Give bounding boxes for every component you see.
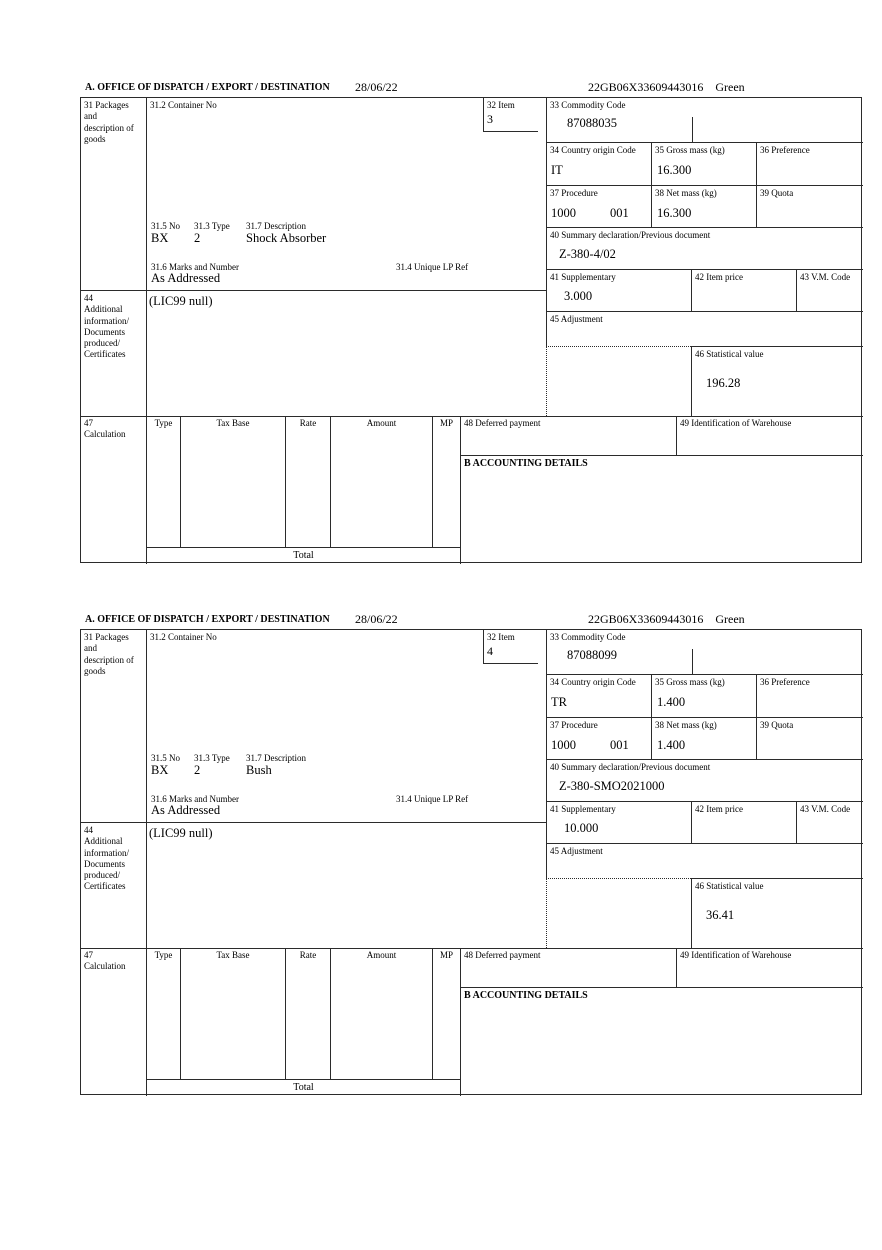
box-46-statistical-value	[691, 346, 863, 416]
box-45-label: 45 Adjustment	[550, 846, 603, 856]
box-47-number: 47	[84, 950, 93, 960]
commodity-code-value: 87088035	[567, 116, 617, 130]
country-origin-value: IT	[551, 163, 563, 177]
box-31-label: 31 Packages and description of goods	[84, 100, 134, 144]
office-of-dispatch-label: A. OFFICE OF DISPATCH / EXPORT / DESTINATION	[85, 614, 330, 625]
package-type-value: 2	[194, 763, 201, 777]
previous-document-value: Z-380-SMO2021000	[559, 779, 665, 793]
box-35-gross-mass	[651, 675, 756, 718]
tax-rate-header: Rate	[299, 418, 317, 428]
box-31-7-label: 31.7 Description	[246, 753, 306, 763]
tax-total-row	[147, 1079, 461, 1096]
box-37-procedure	[546, 718, 651, 760]
box-31-label: 31 Packages and description of goods	[84, 632, 134, 676]
customs-item-section	[80, 78, 862, 570]
tax-base-header: Tax Base	[216, 950, 250, 960]
box-31-6-label: 31.6 Marks and Number	[151, 262, 239, 272]
box-31-2-container	[147, 630, 546, 823]
goods-description-value: Shock Absorber	[246, 231, 327, 245]
box-34-label: 34 Country origin Code	[550, 677, 636, 687]
procedure-code-2: 001	[610, 206, 629, 220]
box-31-2-container	[147, 98, 546, 291]
box-44-label: Additional information/ Documents produced/ Certificates	[84, 836, 129, 892]
box-31-3-label: 31.3 Type	[194, 221, 230, 231]
tax-rate-header: Rate	[299, 950, 317, 960]
supplementary-units-value: 3.000	[564, 289, 593, 303]
box-44-additional-info-label	[81, 291, 147, 416]
previous-document-value: Z-380-4/02	[559, 247, 616, 261]
goods-description-value: Bush	[246, 763, 272, 777]
tax-amount-column	[331, 948, 433, 1079]
procedure-value	[551, 739, 629, 753]
box-38-label: 38 Net mass (kg)	[655, 188, 717, 198]
box-35-label: 35 Gross mass (kg)	[655, 145, 725, 155]
commodity-code-divider-line	[692, 649, 693, 675]
box-46-label: 46 Statistical value	[695, 349, 764, 359]
box-43-vm-code	[796, 270, 863, 312]
procedure-value	[551, 207, 629, 221]
movement-reference-number: 22GB06X33609443016	[588, 80, 704, 94]
box-36-label: 36 Preference	[760, 677, 810, 687]
box-32-item	[483, 630, 538, 664]
box-32-label: 32 Item	[487, 100, 515, 110]
declaration-date: 28/06/22	[355, 612, 398, 626]
box-40-label: 40 Summary declaration/Previous document	[550, 230, 711, 240]
declaration-reference	[588, 612, 745, 627]
box-42-label: 42 Item price	[695, 272, 743, 282]
box-43-vm-code	[796, 802, 863, 844]
box-33-label: 33 Commodity Code	[550, 632, 626, 642]
box-35-gross-mass	[651, 143, 756, 186]
tax-type-header: Type	[154, 950, 173, 960]
declaration-grid	[80, 97, 862, 563]
statistical-value: 196.28	[706, 376, 741, 390]
box-46-label: 46 Statistical value	[695, 881, 764, 891]
accounting-details-box	[461, 988, 863, 1096]
tax-mp-header: MP	[439, 418, 453, 428]
tax-type-column	[147, 948, 181, 1079]
box-43-label: 43 V.M. Code	[800, 804, 851, 814]
box-48-deferred-payment	[461, 948, 676, 988]
package-count-value: BX	[151, 231, 169, 245]
package-type-value: 2	[194, 231, 201, 245]
office-of-dispatch-label: A. OFFICE OF DISPATCH / EXPORT / DESTINATION	[85, 82, 330, 93]
box-31-5-label: 31.5 No	[151, 753, 180, 763]
declaration-grid	[80, 629, 862, 1095]
movement-reference-number: 22GB06X33609443016	[588, 612, 704, 626]
item-number-value: 4	[487, 644, 493, 658]
tax-amount-header: Amount	[366, 950, 397, 960]
package-count-value: BX	[151, 763, 169, 777]
tax-base-column	[181, 948, 286, 1079]
box-38-label: 38 Net mass (kg)	[655, 720, 717, 730]
dispatch-header	[80, 78, 862, 97]
country-origin-value: TR	[551, 695, 567, 709]
statistical-value: 36.41	[706, 908, 735, 922]
box-40-previous-document	[546, 760, 863, 802]
box-44-number: 44	[84, 825, 93, 835]
tax-base-column	[181, 416, 286, 547]
box-49-label: 49 Identification of Warehouse	[680, 418, 792, 428]
box-46-statistical-value	[691, 878, 863, 948]
box-31-2-label: 31.2 Container No	[150, 632, 217, 642]
tax-amount-header: Amount	[366, 418, 397, 428]
box-31-4-label: 31.4 Unique LP Ref	[396, 794, 469, 804]
box-41-supplementary	[546, 270, 691, 312]
declaration-reference	[588, 80, 745, 95]
box-38-net-mass	[651, 186, 756, 228]
tax-amount-column	[331, 416, 433, 547]
box-44-label: Additional information/ Documents produced/ Certificates	[84, 304, 129, 360]
box-34-country-origin	[546, 675, 651, 718]
box-31-3-label: 31.3 Type	[194, 753, 230, 763]
box-45-adjustment	[546, 844, 863, 878]
box-42-label: 42 Item price	[695, 804, 743, 814]
box-42-item-price	[691, 270, 796, 312]
box-33-commodity-code	[546, 98, 863, 143]
gross-mass-value: 16.300	[657, 163, 692, 177]
box-40-label: 40 Summary declaration/Previous document	[550, 762, 711, 772]
box-48-label: 48 Deferred payment	[464, 418, 541, 428]
box-38-net-mass	[651, 718, 756, 760]
box-34-label: 34 Country origin Code	[550, 145, 636, 155]
box-42-item-price	[691, 802, 796, 844]
tax-total-row	[147, 547, 461, 564]
procedure-code-1: 1000	[551, 738, 576, 752]
box-39-quota	[756, 718, 863, 760]
marks-and-number-value: As Addressed	[151, 803, 221, 817]
tax-mp-header: MP	[439, 950, 453, 960]
box-39-label: 39 Quota	[760, 720, 794, 730]
box-34-country-origin	[546, 143, 651, 186]
box-49-warehouse-id	[676, 416, 863, 456]
declaration-date: 28/06/22	[355, 80, 398, 94]
customs-item-section	[80, 610, 862, 1102]
tax-type-header: Type	[154, 418, 173, 428]
box-31-5-label: 31.5 No	[151, 221, 180, 231]
gross-mass-value: 1.400	[657, 695, 686, 709]
box-37-label: 37 Procedure	[550, 720, 598, 730]
routing-status: Green	[715, 612, 745, 626]
additional-info-value: (LIC99 null)	[149, 294, 213, 308]
tax-mp-column	[433, 416, 461, 547]
box-41-supplementary	[546, 802, 691, 844]
box-31-4-label: 31.4 Unique LP Ref	[396, 262, 469, 272]
box-47-label: Calculation	[84, 429, 126, 440]
accounting-details-box	[461, 456, 863, 564]
tax-type-column	[147, 416, 181, 547]
routing-status: Green	[715, 80, 745, 94]
box-44-number: 44	[84, 293, 93, 303]
box-49-warehouse-id	[676, 948, 863, 988]
dispatch-header	[80, 610, 862, 629]
item-number-value: 3	[487, 112, 493, 126]
box-41-label: 41 Supplementary	[550, 804, 616, 814]
box-31-packages	[81, 630, 147, 823]
box-39-label: 39 Quota	[760, 188, 794, 198]
box-47-calculation	[81, 948, 147, 1096]
statistical-value-spacer	[546, 346, 691, 416]
procedure-code-1: 1000	[551, 206, 576, 220]
statistical-value-spacer	[546, 878, 691, 948]
commodity-code-divider-line	[692, 117, 693, 143]
tax-rate-column	[286, 948, 331, 1079]
total-label: Total	[293, 550, 314, 561]
box-32-label: 32 Item	[487, 632, 515, 642]
box-48-label: 48 Deferred payment	[464, 950, 541, 960]
accounting-details-label: B ACCOUNTING DETAILS	[464, 990, 588, 1001]
box-36-preference	[756, 143, 863, 186]
box-31-2-label: 31.2 Container No	[150, 100, 217, 110]
box-47-calculation	[81, 416, 147, 564]
box-40-previous-document	[546, 228, 863, 270]
box-47-label: Calculation	[84, 961, 126, 972]
box-47-number: 47	[84, 418, 93, 428]
accounting-details-label: B ACCOUNTING DETAILS	[464, 458, 588, 469]
additional-info-value: (LIC99 null)	[149, 826, 213, 840]
box-45-label: 45 Adjustment	[550, 314, 603, 324]
box-39-quota	[756, 186, 863, 228]
box-37-procedure	[546, 186, 651, 228]
tax-mp-column	[433, 948, 461, 1079]
net-mass-value: 16.300	[657, 206, 692, 220]
box-43-label: 43 V.M. Code	[800, 272, 851, 282]
box-32-item	[483, 98, 538, 132]
box-36-label: 36 Preference	[760, 145, 810, 155]
box-31-6-label: 31.6 Marks and Number	[151, 794, 239, 804]
box-33-commodity-code	[546, 630, 863, 675]
box-33-label: 33 Commodity Code	[550, 100, 626, 110]
box-45-adjustment	[546, 312, 863, 346]
marks-and-number-value: As Addressed	[151, 271, 221, 285]
box-41-label: 41 Supplementary	[550, 272, 616, 282]
box-31-7-label: 31.7 Description	[246, 221, 306, 231]
tax-base-header: Tax Base	[216, 418, 250, 428]
procedure-code-2: 001	[610, 738, 629, 752]
total-label: Total	[293, 1082, 314, 1093]
box-48-deferred-payment	[461, 416, 676, 456]
box-44-additional-info	[147, 291, 546, 416]
box-49-label: 49 Identification of Warehouse	[680, 950, 792, 960]
box-31-packages	[81, 98, 147, 291]
net-mass-value: 1.400	[657, 738, 686, 752]
box-44-additional-info	[147, 823, 546, 948]
tax-rate-column	[286, 416, 331, 547]
box-35-label: 35 Gross mass (kg)	[655, 677, 725, 687]
box-44-additional-info-label	[81, 823, 147, 948]
box-37-label: 37 Procedure	[550, 188, 598, 198]
box-36-preference	[756, 675, 863, 718]
commodity-code-value: 87088099	[567, 648, 617, 662]
supplementary-units-value: 10.000	[564, 821, 599, 835]
